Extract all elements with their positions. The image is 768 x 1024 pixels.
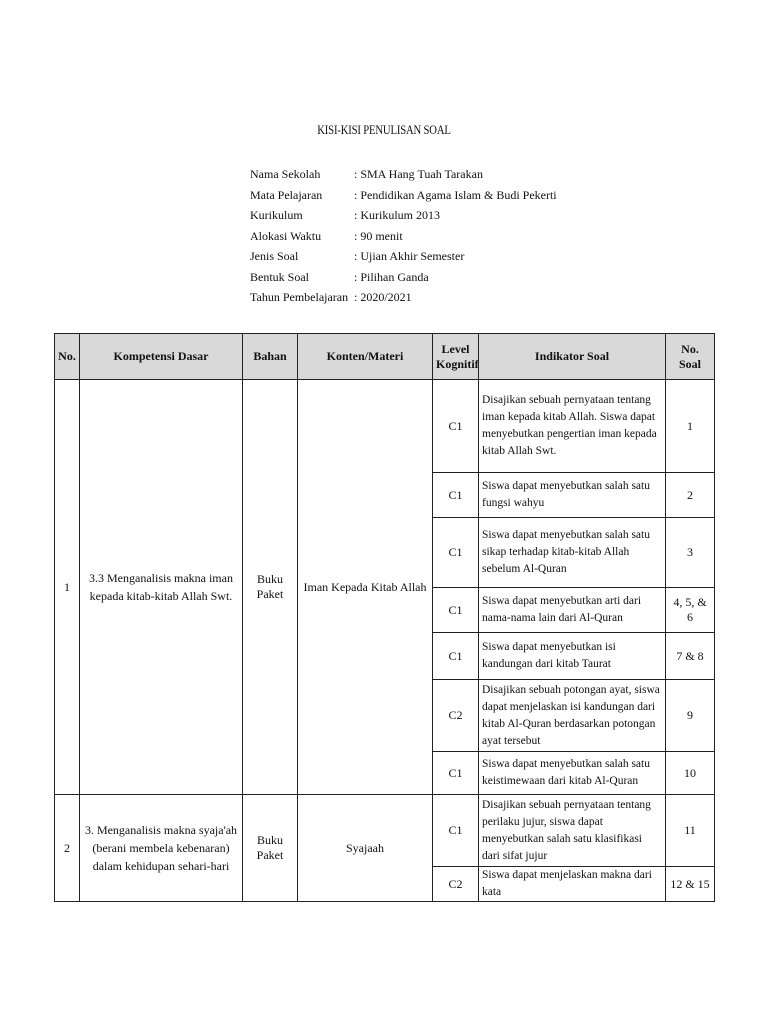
indikator-cell: Siswa dapat menyebutkan salah satu fungsi wahyu [479, 473, 666, 518]
row-number: 2 [55, 795, 80, 902]
indikator-cell: Siswa dapat menyebutkan isi kandungan dari kitab Taurat [479, 633, 666, 680]
table-row [55, 795, 715, 867]
level-cell: C1 [433, 473, 479, 518]
meta-value: : Kurikulum 2013 [354, 208, 440, 222]
konten: Iman Kepada Kitab Allah [298, 380, 433, 795]
header-bahan: Bahan [243, 334, 298, 380]
meta-value: : Ujian Akhir Semester [354, 249, 465, 263]
header-level: Level Kognitif [433, 334, 479, 380]
level-cell: C2 [433, 867, 479, 902]
no-soal-cell: 2 [666, 473, 715, 518]
no-soal-cell: 3 [666, 518, 715, 588]
indikator-cell: Siswa dapat menyebutkan arti dari nama-nama lain dari Al-Quran [479, 588, 666, 633]
level-cell: C2 [433, 680, 479, 752]
meta-row [250, 267, 557, 288]
bahan: Buku Paket [243, 795, 298, 902]
meta-row [250, 287, 557, 308]
no-soal-cell: 7 & 8 [666, 633, 715, 680]
meta-value: : SMA Hang Tuah Tarakan [354, 167, 483, 181]
meta-row [250, 226, 557, 247]
meta-label: Kurikulum [250, 208, 303, 222]
kompetensi-dasar: 3.3 Menganalisis makna iman kepada kitab-kitab Allah Swt. [80, 380, 243, 795]
level-cell: C1 [433, 752, 479, 795]
header-row [55, 334, 715, 380]
indikator-cell: Disajikan sebuah pernyataan tentang iman kepada kitab Allah. Siswa dapat menyebutkan pengertian iman kepada kitab Allah Swt. [479, 380, 666, 473]
meta-label: Jenis Soal [250, 249, 299, 263]
no-soal-cell: 4, 5, & 6 [666, 588, 715, 633]
indikator-cell: Siswa dapat menyebutkan salah satu keistimewaan dari kitab Al-Quran [479, 752, 666, 795]
no-soal-cell: 10 [666, 752, 715, 795]
meta-label: Tahun Pembelajaran [250, 290, 349, 304]
meta-label: Alokasi Waktu [250, 228, 322, 243]
meta-row [250, 246, 557, 267]
meta-row [250, 185, 557, 206]
header-konten: Konten/Materi [298, 334, 433, 380]
bahan: Buku Paket [243, 380, 298, 795]
table-row [55, 380, 715, 473]
row-number: 1 [55, 380, 80, 795]
header-indikator: Indikator Soal [479, 334, 666, 380]
meta-value: : 2020/2021 [354, 290, 412, 304]
indikator-cell: Disajikan sebuah pernyataan tentang perilaku jujur, siswa dapat menyebutkan salah satu klasifikasi dari sifat jujur [479, 795, 666, 867]
konten: Syajaah [298, 795, 433, 902]
meta-label: Nama Sekolah [250, 167, 321, 181]
level-cell: C1 [433, 588, 479, 633]
meta-row [250, 164, 557, 185]
indikator-cell: Siswa dapat menyebutkan salah satu sikap terhadap kitab-kitab Allah sebelum Al-Quran [479, 518, 666, 588]
no-soal-cell: 9 [666, 680, 715, 752]
meta-row [250, 205, 557, 226]
meta-value: : 90 menit [354, 228, 403, 243]
kompetensi-dasar: 3. Menganalisis makna syaja'ah (berani membela kebenaran) dalam kehidupan sehari-hari [80, 795, 243, 902]
indikator-cell: Siswa dapat menjelaskan makna dari kata [479, 867, 666, 902]
meta-info [250, 164, 557, 308]
level-cell: C1 [433, 633, 479, 680]
header-kompetensi-dasar: Kompetensi Dasar [80, 334, 243, 380]
document-title: KISI-KISI PENULISAN SOAL [317, 122, 451, 137]
level-cell: C1 [433, 518, 479, 588]
meta-value: : Pilihan Ganda [354, 269, 429, 284]
meta-label: Bentuk Soal [250, 269, 309, 284]
no-soal-cell: 12 & 15 [666, 867, 715, 902]
meta-label: Mata Pelajaran [250, 187, 323, 202]
no-soal-cell: 1 [666, 380, 715, 473]
indikator-cell: Disajikan sebuah potongan ayat, siswa dapat menjelaskan isi kandungan dari kitab Al-Quran berdasarkan potongan ayat tersebut [479, 680, 666, 752]
kisi-kisi-table [54, 333, 715, 902]
level-cell: C1 [433, 380, 479, 473]
level-cell: C1 [433, 795, 479, 867]
meta-value: : Pendidikan Agama Islam & Budi Pekerti [354, 187, 557, 202]
header-no-soal: No. Soal [666, 334, 715, 380]
header-no: No. [55, 334, 80, 380]
no-soal-cell: 11 [666, 795, 715, 867]
